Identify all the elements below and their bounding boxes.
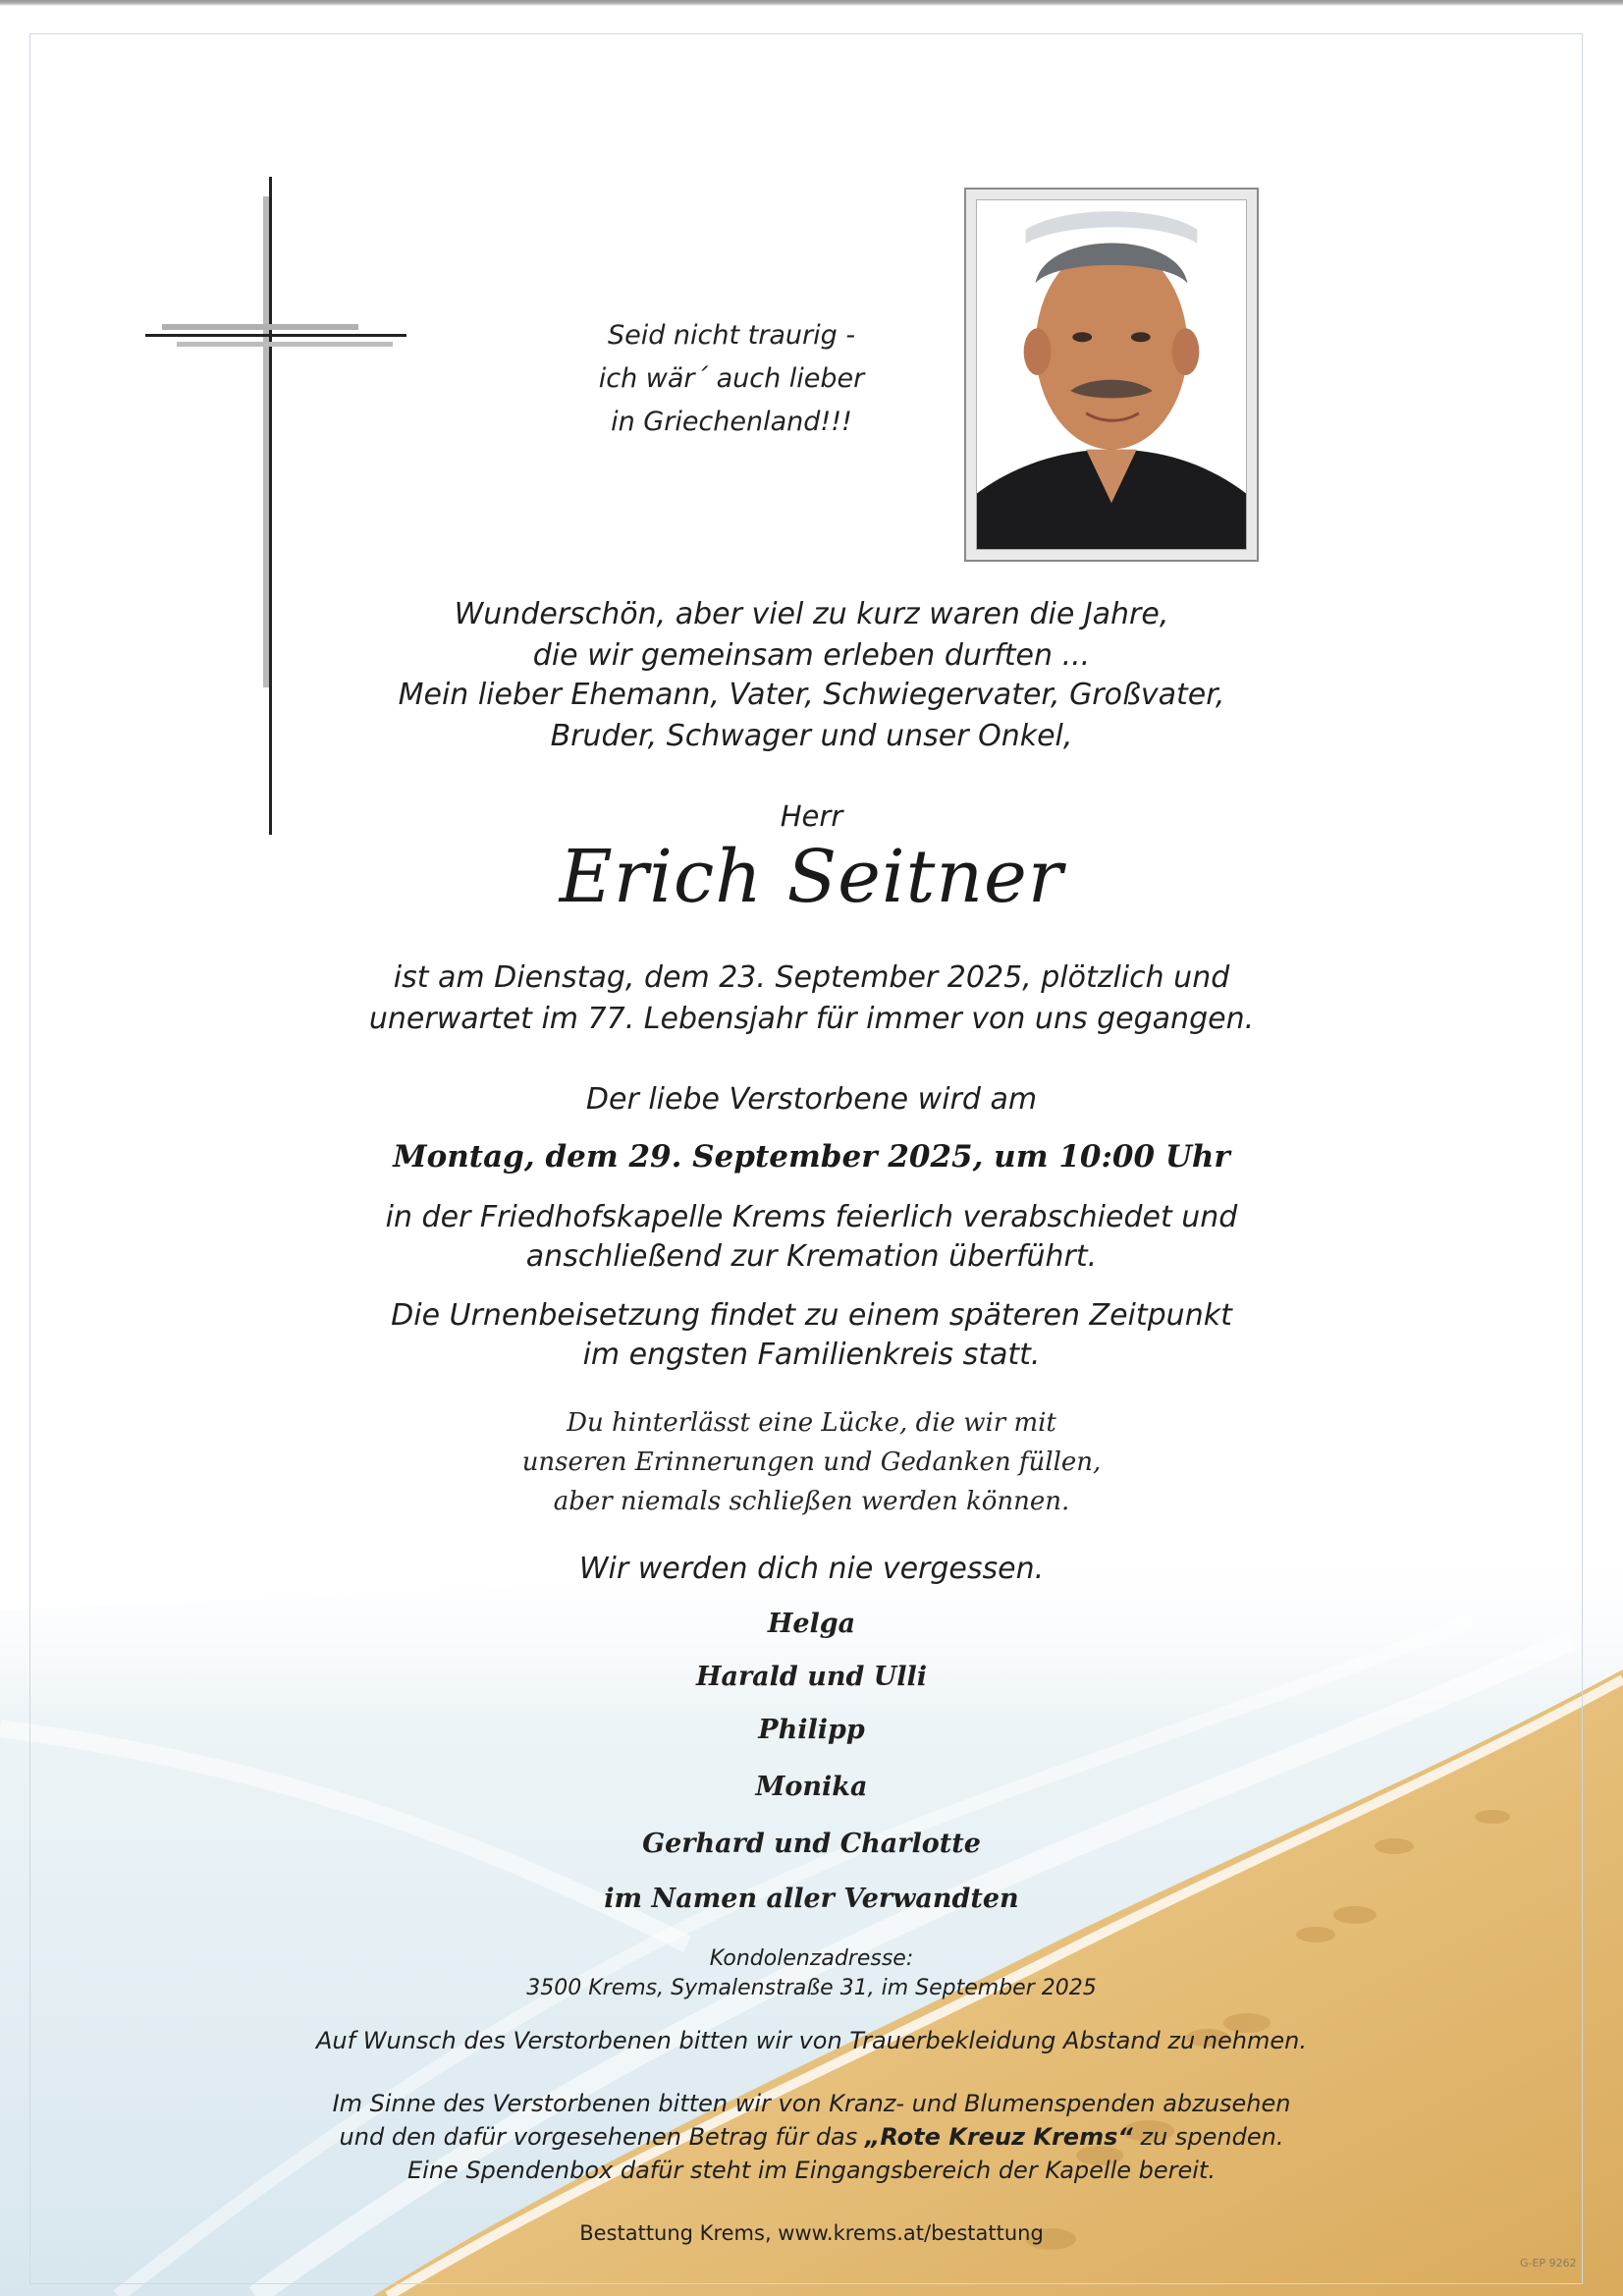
- intro-line-2: die wir gemeinsam erleben durften ...: [532, 638, 1091, 673]
- funeral-home-footer: Bestattung Krems, www.krems.at/bestattung: [579, 2221, 1044, 2245]
- scan-edge: [0, 0, 1623, 6]
- portrait-photo: [976, 199, 1247, 550]
- condolence-address: 3500 Krems, Symalenstraße 31, im September 2025: [526, 1976, 1097, 2000]
- ceremony-intro: Der liebe Verstorbene wird am: [585, 1082, 1038, 1117]
- salutation: Herr: [780, 799, 843, 833]
- mourner-5: Gerhard und Charlotte: [642, 1829, 981, 1859]
- donation-line-2-post: zu spenden.: [1132, 2123, 1284, 2151]
- poem-line-3: aber niemals schließen werden können.: [553, 1487, 1070, 1516]
- clothing-note: Auf Wunsch des Verstorbenen bitten wir von Trauerbekleidung Abstand zu nehmen.: [316, 2027, 1307, 2054]
- motto-line-1: Seid nicht traurig -: [607, 320, 856, 351]
- mourner-3: Philipp: [758, 1715, 865, 1745]
- deceased-name: Erich Seitner: [559, 835, 1064, 919]
- mourner-1: Helga: [767, 1609, 856, 1639]
- mourner-4: Monika: [755, 1772, 868, 1802]
- portrait-frame: [964, 188, 1259, 562]
- donation-organisation: „Rote Kreuz Krems“: [864, 2123, 1133, 2151]
- closing-line: Wir werden dich nie vergessen.: [578, 1552, 1045, 1586]
- ceremony-place-line-2: anschließend zur Kremation überführt.: [525, 1239, 1098, 1274]
- donation-line-2-pre: und den dafür vorgesehenen Betrag für das: [339, 2123, 865, 2151]
- death-line-2: unerwartet im 77. Lebensjahr für immer von uns gegangen.: [368, 1002, 1255, 1036]
- print-code: G-EP 9262: [1520, 2257, 1577, 2269]
- condolence-label: Kondolenzadresse:: [709, 1946, 914, 1971]
- intro-line-4: Bruder, Schwager und unser Onkel,: [550, 719, 1073, 753]
- poem-line-2: unseren Erinnerungen und Gedanken füllen,: [521, 1448, 1102, 1477]
- intro-line-1: Wunderschön, aber viel zu kurz waren die Jahre,: [454, 597, 1169, 631]
- donation-line-1: Im Sinne des Verstorbenen bitten wir von Kranz- und Blumenspenden abzusehen: [332, 2090, 1291, 2117]
- ceremony-place-line-1: in der Friedhofskapelle Krems feierlich verabschiedet und: [385, 1200, 1238, 1234]
- death-line-1: ist am Dienstag, dem 23. September 2025, plötzlich und: [393, 960, 1230, 995]
- poem-line-1: Du hinterlässt eine Lücke, die wir mit: [567, 1408, 1056, 1438]
- mourner-2: Harald und Ulli: [695, 1662, 928, 1692]
- urn-line-2: im engsten Familienkreis statt.: [582, 1338, 1041, 1372]
- motto-line-2: ich wär´ auch lieber: [598, 363, 865, 394]
- intro-line-3: Mein lieber Ehemann, Vater, Schwiegervater, Großvater,: [398, 678, 1225, 712]
- motto-line-3: in Griechenland!!!: [611, 407, 852, 437]
- urn-line-1: Die Urnenbeisetzung findet zu einem späteren Zeitpunkt: [391, 1298, 1232, 1333]
- donation-line-2: [0, 2123, 1623, 2151]
- mourner-6: im Namen aller Verwandten: [604, 1884, 1019, 1914]
- donation-line-3: Eine Spendenbox dafür steht im Eingangsbereich der Kapelle bereit.: [407, 2157, 1216, 2184]
- ceremony-datetime: Montag, dem 29. September 2025, um 10:00 Uhr: [393, 1139, 1230, 1175]
